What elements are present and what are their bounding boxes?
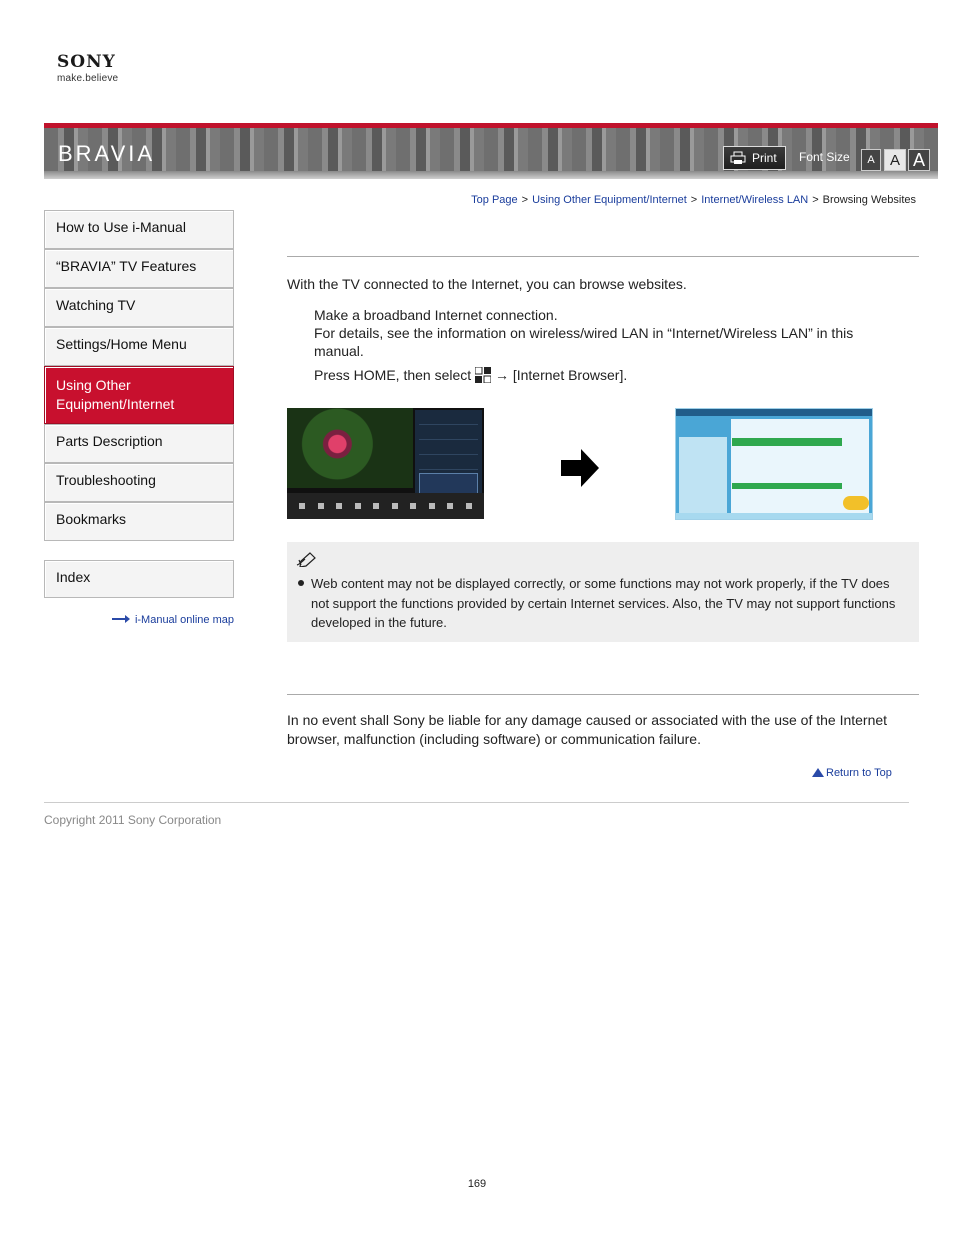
sony-logo	[57, 52, 118, 84]
right-arrow-icon	[561, 449, 599, 487]
product-title: BRAVIA	[58, 141, 156, 166]
section-rule	[287, 694, 919, 695]
breadcrumb-separator: >	[690, 194, 698, 206]
step-2	[314, 366, 914, 384]
breadcrumb-link-using-other-equipment[interactable]: Using Other Equipment/Internet	[532, 194, 687, 206]
sidebar-item-bookmarks[interactable]: Bookmarks	[44, 502, 234, 541]
font-size-medium-button[interactable]: A	[884, 149, 906, 171]
intro-text: With the TV connected to the Internet, you can browse websites.	[287, 276, 687, 292]
up-arrow-icon	[812, 768, 824, 777]
return-to-top-label: Return to Top	[826, 767, 892, 779]
step-1-line-2: For details, see the information on wireless/wired LAN in “Internet/Wireless LAN” in this	[314, 325, 854, 341]
note-text: Web content may not be displayed correctly, or some functions may not work properly, if the TV does not support the functions provided by certain Internet services. Also, the TV may not support functions developed in the future.	[311, 576, 896, 630]
return-to-top-link[interactable]	[812, 767, 892, 779]
sidebar-item-settings-home-menu[interactable]: Settings/Home Menu	[44, 327, 234, 366]
font-size-label: Font Size	[799, 150, 850, 164]
breadcrumb	[471, 194, 916, 206]
step-2-prefix: Press HOME, then select	[314, 367, 472, 383]
online-map-label: i-Manual online map	[134, 614, 234, 626]
step-1-line-3: manual.	[314, 343, 364, 359]
breadcrumb-link-top-page[interactable]: Top Page	[471, 194, 518, 206]
note-bullet	[298, 580, 304, 586]
breadcrumb-separator: >	[812, 194, 819, 206]
header-banner	[44, 123, 938, 179]
breadcrumb-current: Browsing Websites	[822, 194, 916, 206]
font-size-small-button[interactable]: A	[861, 149, 881, 171]
sidebar-item-how-to-use[interactable]: How to Use i-Manual	[44, 210, 234, 249]
breadcrumb-link-internet-wireless-lan[interactable]: Internet/Wireless LAN	[701, 194, 809, 206]
tv-flower-image	[287, 408, 413, 488]
font-size-large-button[interactable]: A	[908, 149, 930, 171]
sidebar-item-using-other-equipment[interactable]: Using Other Equipment/Internet	[44, 366, 234, 424]
print-label: Print	[752, 151, 777, 165]
step-2-suffix: → [Internet Browser].	[494, 367, 628, 383]
tv-menu-panel	[415, 410, 482, 496]
disclaimer-text: In no event shall Sony be liable for any damage caused or associated with the use of the Internet browser, malfunction (including software) or communication failure.	[287, 712, 888, 747]
section-rule	[287, 256, 919, 257]
copyright: Copyright 2011 Sony Corporation	[44, 813, 222, 827]
print-button[interactable]	[723, 146, 786, 170]
tv-home-menu-screenshot	[287, 408, 484, 519]
sidebar-item-bravia-features[interactable]: “BRAVIA” TV Features	[44, 249, 234, 288]
sidebar-item-watching-tv[interactable]: Watching TV	[44, 288, 234, 327]
online-map-link[interactable]	[44, 614, 234, 626]
sidebar-item-index[interactable]: Index	[44, 560, 234, 598]
internet-browser-screenshot	[675, 408, 873, 520]
sidebar-item-parts-description[interactable]: Parts Description	[44, 424, 234, 463]
tv-category-bar	[287, 493, 484, 519]
step-1-line-1: Make a broadband Internet connection.	[314, 307, 558, 323]
footer-rule	[44, 802, 909, 803]
applications-grid-icon	[475, 367, 491, 383]
brand-name: SONY	[57, 52, 116, 72]
printer-icon	[730, 151, 746, 165]
page-number: 169	[467, 1178, 487, 1190]
arrow-right-icon	[112, 615, 130, 623]
note-pencil-icon	[296, 551, 318, 567]
sidebar-item-troubleshooting[interactable]: Troubleshooting	[44, 463, 234, 502]
brand-tagline: make.believe	[57, 73, 119, 84]
note-box	[287, 542, 919, 642]
breadcrumb-separator: >	[521, 194, 529, 206]
